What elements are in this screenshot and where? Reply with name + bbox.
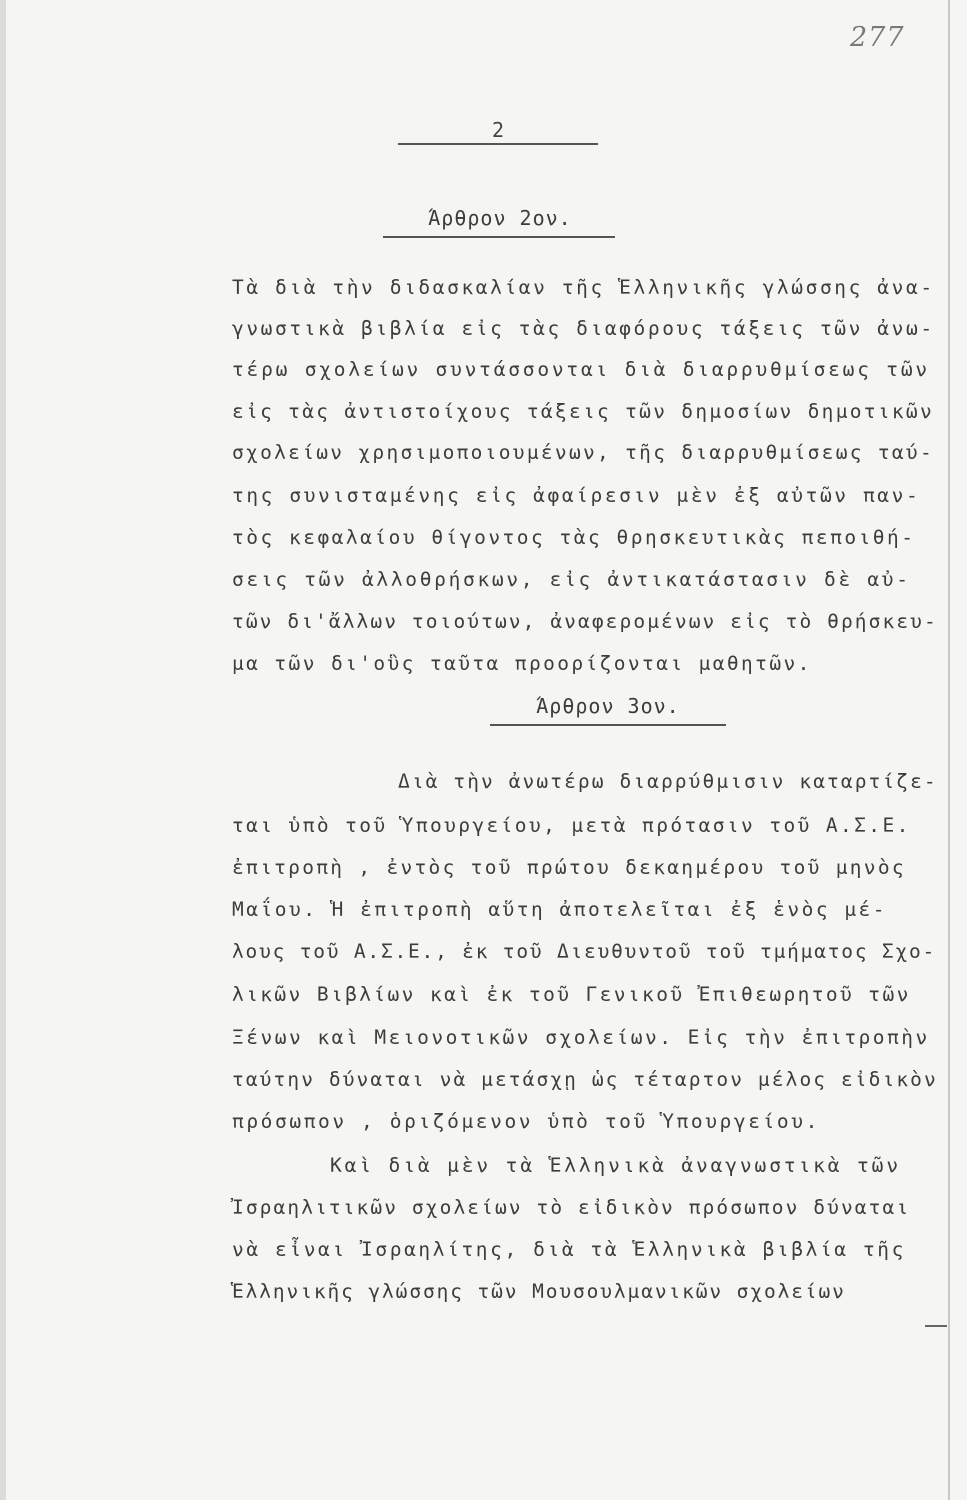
article-3-line: Ἑλληνικῆς γλώσσης τῶν Μουσουλμανικῶν σχολείων (232, 1280, 846, 1303)
article-2-line: σεις τῶν ἀλλοθρήσκων, εἰς ἀντικατάστασιν δὲ αὐ- (232, 568, 911, 591)
page-left-edge (0, 0, 6, 1500)
article-3-title-rule (490, 724, 726, 726)
page-right-edge (948, 0, 950, 1500)
article-2-line: γνωστικὰ βιβλία εἰς τὰς διαφόρους τάξεις τῶν ἀνω- (232, 317, 935, 340)
article-2-line: τέρω σχολείων συντάσσονται διὰ διαρρυθμίσεως τῶν (232, 358, 930, 381)
folio-number: 277 (850, 22, 905, 53)
article-3-line: Καὶ διὰ μὲν τὰ Ἑλληνικὰ ἀναγνωστικὰ τῶν (330, 1154, 901, 1177)
article-2-line: σχολείων χρησιμοποιουμένων, τῆς διαρρυθμίσεως ταύ- (232, 441, 934, 464)
article-3-line: νὰ εἶναι Ἰσραηλίτης, διὰ τὰ Ἑλληνικὰ βιβλία τῆς (232, 1238, 906, 1261)
page-number: 2 (491, 118, 505, 142)
article-3-line: λικῶν Βιβλίων καὶ ἐκ τοῦ Γενικοῦ Ἐπιθεωρητοῦ τῶν (232, 983, 911, 1006)
margin-dash-mark (925, 1325, 947, 1327)
article-2-line: μα τῶν δι'οὓς ταῦτα προορίζονται μαθητῶν. (232, 652, 812, 675)
article-3-line: λους τοῦ Α.Σ.Ε., ἐκ τοῦ Διευθυντοῦ τοῦ τμήματος Σχο- (232, 940, 937, 963)
article-2-line: Τὰ διὰ τὴν διδασκαλίαν τῆς Ἑλληνικῆς γλώσσης ἀνα- (232, 276, 935, 299)
article-3-line: ταύτην δύναται νὰ μετάσχῃ ὡς τέταρτον μέλος εἰδικὸν (232, 1068, 938, 1091)
article-3-line: Ξένων καὶ Μειονοτικῶν σχολείων. Εἰς τὴν ἐπιτροπὴν (232, 1026, 930, 1049)
article-2-title: Άρθρον 2ον. (428, 206, 572, 230)
article-2-line: τὸς κεφαλαίου θίγοντος τὰς θρησκευτικὰς πεποιθή- (232, 526, 916, 549)
article-2-line: εἰς τὰς ἀντιστοίχους τάξεις τῶν δημοσίων δημοτικῶν (232, 400, 934, 423)
page-number-rule (398, 143, 598, 145)
article-3-line: Ἰσραηλιτικῶν σχολείων τὸ εἰδικὸν πρόσωπον δύναται (232, 1196, 911, 1219)
article-2-title-rule (383, 236, 615, 238)
article-3-line: ἐπιτροπὴ , ἐντὸς τοῦ πρώτου δεκαημέρου τοῦ μηνὸς (232, 856, 906, 879)
article-3-line: πρόσωπον , ὁριζόμενον ὑπὸ τοῦ Ὑπουργείου. (232, 1110, 820, 1133)
article-3-line: ται ὑπὸ τοῦ Ὑπουργείου, μετὰ πρότασιν τοῦ Α.Σ.Ε. (232, 814, 911, 837)
article-3-line: Διὰ τὴν ἀνωτέρω διαρρύθμισιν καταρτίζε- (398, 770, 938, 793)
article-3-line: Μαΐου. Ἡ ἐπιτροπὴ αὕτη ἀποτελεῖται ἐξ ἑνὸς μέ- (232, 898, 888, 921)
article-2-line: τῶν δι'ἄλλων τοιούτων, ἀναφερομένων εἰς τὸ θρήσκευ- (232, 610, 938, 633)
article-2-line: της συνισταμένης εἰς ἀφαίρεσιν μὲν ἐξ αὐτῶν παν- (232, 484, 921, 507)
article-3-title: Άρθρον 3ον. (536, 694, 680, 718)
